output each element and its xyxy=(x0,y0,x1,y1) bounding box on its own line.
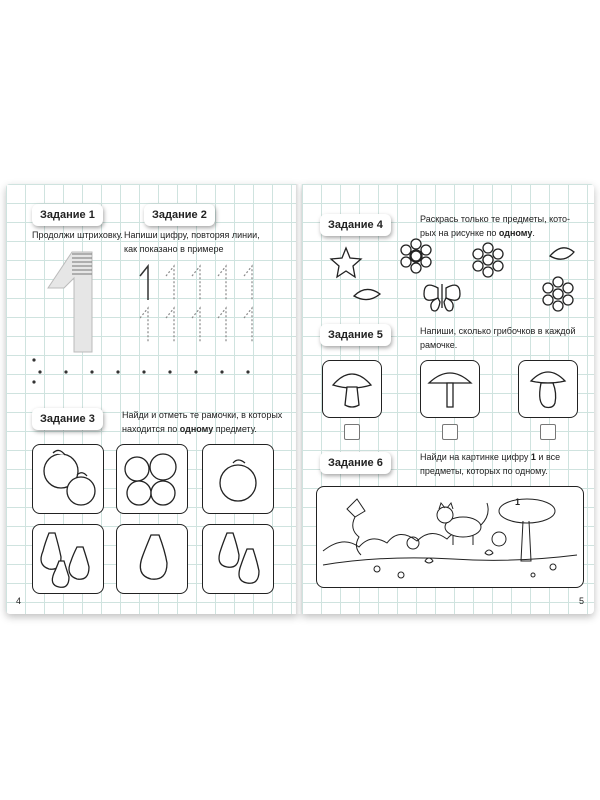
mushroom-icon xyxy=(519,361,577,417)
task3-label: Задание 3 xyxy=(32,408,103,430)
frame-mushroom-2 xyxy=(420,360,480,418)
leaf-icon xyxy=(354,289,380,299)
task6-text-line1: Найди на картинке цифру 1 и все xyxy=(420,452,561,462)
flower-icon xyxy=(401,239,431,273)
star-icon xyxy=(331,248,361,277)
answer-box-2[interactable] xyxy=(442,424,458,440)
hidden-digit: 1 xyxy=(515,497,521,507)
task5-label: Задание 5 xyxy=(320,324,391,346)
frame-apple-single[interactable] xyxy=(202,444,274,514)
apple-icons xyxy=(33,445,103,513)
task2-label: Задание 2 xyxy=(144,204,215,226)
task1-label: Задание 1 xyxy=(32,204,103,226)
task4-text-line1: Раскрась только те предметы, кото- xyxy=(420,214,570,224)
park-scene xyxy=(317,487,583,587)
page-number-right: 5 xyxy=(578,596,584,606)
butterfly-icon xyxy=(424,284,460,311)
frame-pears-two[interactable] xyxy=(202,524,274,594)
kite-icon xyxy=(347,499,365,517)
task6-label: Задание 6 xyxy=(320,452,391,474)
mushroom-icon xyxy=(323,361,381,417)
task4-objects xyxy=(320,238,580,318)
task5-text-line2: рамочке. xyxy=(420,340,458,350)
bird-icon xyxy=(485,550,493,555)
tree-icon xyxy=(499,499,555,561)
frame-pears-many[interactable] xyxy=(32,524,104,594)
task6-text-line2: предметы, которых по одному. xyxy=(420,466,548,476)
frame-pear-single[interactable] xyxy=(116,524,188,594)
task3-text-line2: находится по одному предмету. xyxy=(122,424,257,434)
cat-icon xyxy=(437,503,488,545)
book-spread xyxy=(6,184,594,614)
apple-group-icons xyxy=(117,445,187,513)
task4-label: Задание 4 xyxy=(320,214,391,236)
left-page xyxy=(6,184,298,614)
task5-text-line1: Напиши, сколько грибочков в каждой xyxy=(420,326,576,336)
task2-text-line1: Напиши цифру, повторяя линии, xyxy=(124,230,260,240)
hatched-digit-one xyxy=(34,248,104,358)
bird-icon xyxy=(425,558,433,563)
task2-text-line2: как показано в примере xyxy=(124,244,224,254)
answer-box-1[interactable] xyxy=(344,424,360,440)
task3-text-line1: Найди и отметь те рамочки, в которых xyxy=(122,410,283,420)
page-number-left: 4 xyxy=(16,596,22,606)
ball-icon xyxy=(492,532,506,546)
flower-icon xyxy=(473,243,503,277)
frame-mushroom-1 xyxy=(322,360,382,418)
frame-mushroom-3 xyxy=(518,360,578,418)
apple-icon xyxy=(203,445,273,513)
task4-text-line2: рых на рисунке по одному. xyxy=(420,228,535,238)
scene-frame xyxy=(316,486,584,588)
pear-icon xyxy=(117,525,187,593)
task1-text: Продолжи штриховку. xyxy=(32,230,123,240)
frame-apples-two[interactable] xyxy=(32,444,104,514)
answer-box-3[interactable] xyxy=(540,424,556,440)
dot-row xyxy=(26,354,286,384)
right-page xyxy=(302,184,594,614)
digit-tracing-lines xyxy=(134,262,284,352)
leaf-icon xyxy=(550,248,574,259)
pear-pair-icons xyxy=(203,525,273,593)
frame-apples-many[interactable] xyxy=(116,444,188,514)
flower-icon xyxy=(543,277,573,311)
mushroom-icon xyxy=(421,361,479,417)
pear-group-icons xyxy=(33,525,103,593)
